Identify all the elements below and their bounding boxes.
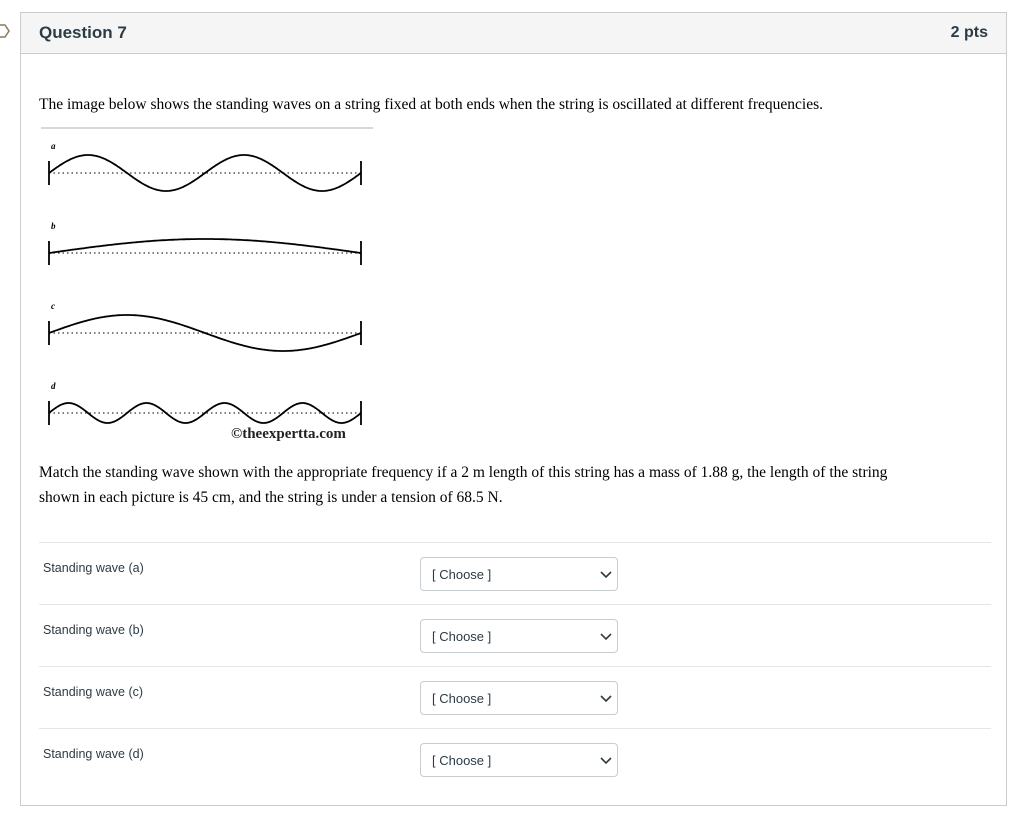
match-label: Standing wave (a) [43,561,144,575]
match-label: Standing wave (b) [43,623,144,637]
match-select-b[interactable] [420,619,618,653]
select-value: [ Choose ] [432,629,492,644]
question-header [21,13,1006,54]
match-select-c[interactable] [420,681,618,715]
match-select-d[interactable] [420,743,618,777]
figure-watermark: ©theexpertta.com [231,426,346,442]
match-row-b [39,604,991,667]
question-card [20,12,1007,806]
chevron-down-icon [600,632,612,642]
match-row-a [39,542,991,605]
match-select-a[interactable] [420,557,618,591]
select-value: [ Choose ] [432,753,492,768]
match-label: Standing wave (c) [43,685,144,699]
standing-wave-d [49,403,361,423]
standing-wave-c [49,315,361,351]
question-points: 2 pts [950,24,988,41]
chevron-down-icon [600,756,612,766]
select-value: [ Choose ] [432,567,492,582]
match-row-d [39,728,991,791]
standing-wave-a [49,155,361,191]
question-intro: The image below shows the standing waves on a string fixed at both ends when the string is oscillated at different frequencies. [39,96,823,113]
wave-label-b: b [51,221,56,231]
chevron-down-icon [600,570,612,580]
match-label: Standing wave (d) [43,747,144,761]
wave-label-c: c [51,301,55,311]
match-row-c [39,666,991,729]
standing-waves-figure [41,121,381,451]
bookmark-flag-icon[interactable] [0,24,10,38]
wave-label-a: a [51,141,56,151]
question-prompt-line-1: Match the standing wave shown with the appropriate frequency if a 2 m length of this string has a mass of 1.88 g, the length of the string [39,464,888,481]
standing-wave-b [49,239,361,253]
question-prompt-line-2: shown in each picture is 45 cm, and the string is under a tension of 68.5 N. [39,489,503,506]
chevron-down-icon [600,694,612,704]
wave-label-d: d [51,381,56,391]
question-title: Question 7 [39,23,127,42]
select-value: [ Choose ] [432,691,492,706]
